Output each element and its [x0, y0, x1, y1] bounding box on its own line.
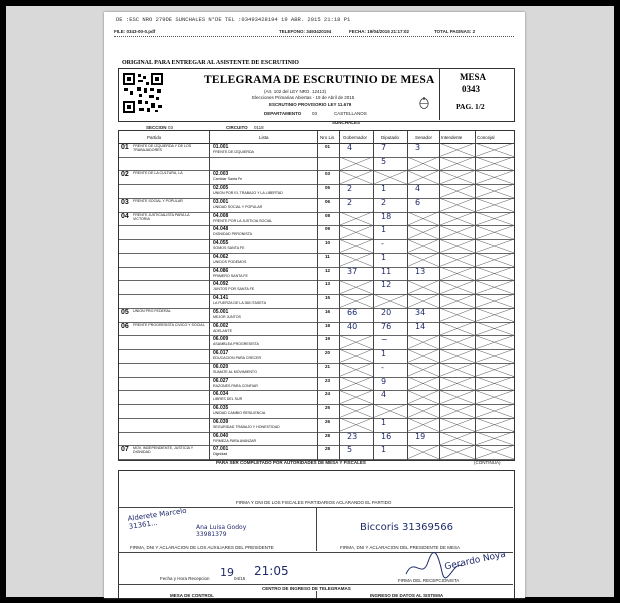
lista-name: SEGURIDAD TRABAJO Y HONESTIDAD: [213, 424, 280, 429]
centro-label: CENTRO DE INGRESO DE TELEGRAMAS: [262, 586, 351, 591]
lista-name: ADELANTE: [213, 328, 232, 333]
results-table: [118, 130, 515, 461]
firma-presidente-label: FIRMA, DNI Y ACLARACION DEL PRESIDENTE DE MESA: [340, 545, 460, 550]
lista-code: 06.009: [213, 336, 229, 343]
lista-name: Cambiar Santa Fe: [213, 177, 243, 182]
vote-dip: 1: [381, 184, 387, 194]
qr-code-icon: [122, 72, 164, 114]
vote-gob: 66: [347, 307, 358, 317]
lista-code: 04.141: [213, 295, 229, 302]
vote-sen: 4: [415, 184, 421, 194]
lista-name: Dignidad: [213, 452, 228, 457]
signature-left-2: Ana Luisa Godoy 33981379: [196, 524, 247, 538]
lista-nro: 24: [325, 391, 331, 397]
lista-code: 06.040: [213, 432, 229, 439]
lista-nro: 20: [325, 350, 331, 356]
lista-code: 04.086: [213, 267, 229, 274]
original-label: ORIGINAL PARA ENTREGAR AL ASISTENTE DE ESCRUTINIO: [122, 60, 299, 66]
partido-name: FRENTE DE LA CULTURA, LA: [133, 171, 183, 176]
lista-nro: 09: [325, 226, 331, 232]
coat-of-arms-icon: [418, 97, 430, 109]
partido-name: FRENTE JUSTICIALISTA PARA LA VICTORIA: [133, 212, 190, 221]
lista-nro: 28: [325, 446, 331, 452]
fax-telefono: TELEFONO: 3493420194: [279, 29, 332, 34]
lista-code: 04.048: [213, 226, 229, 233]
vote-sen: 3: [415, 143, 421, 152]
vote-dip: 1: [381, 225, 387, 235]
col-nro-lista: Nro Lis: [320, 135, 335, 140]
lista-nro: 06: [325, 198, 331, 204]
lista-code: 05.001: [213, 308, 229, 315]
signature-scribble: [404, 552, 464, 582]
vote-dip: 12: [381, 280, 392, 290]
vote-dip: 16: [381, 431, 392, 441]
lista-nro: 25: [325, 405, 331, 411]
vote-sen: 14: [415, 321, 426, 331]
lista-name: LA FUERZA DE LA 365 ITASETA: [213, 301, 266, 306]
lista-name: FRENTE DE IZQUIERDA: [213, 150, 254, 154]
mesa-control-label: MESA DE CONTROL: [170, 593, 214, 598]
partido-number: 02: [121, 171, 129, 179]
fax-file: FILE: 0343-00-0.pdf: [114, 29, 156, 34]
vote-gob: 2: [347, 197, 353, 207]
partido-name: MOV. INDEPENDIENTE, JUSTICIA Y DIGNIDAD: [133, 446, 194, 455]
col-diputado: Diputado: [381, 135, 400, 140]
partido-number: 07: [121, 446, 129, 454]
elecciones-label: Elecciones Primarias Abiertas - 19 de Abril de 2015: [252, 95, 355, 100]
lista-code: 02.003: [213, 171, 229, 178]
lista-code: 01.001: [213, 144, 229, 150]
lista-name: UNIDAD SOCIAL Y POPULAR: [213, 204, 263, 209]
vote-dip: -: [381, 362, 384, 372]
firma-auxiliares-label: FIRMA, DNI Y ACLARACION DE LOS AUXILIARES DEL PRESIDENTE: [130, 545, 274, 550]
lista-name: SOMOS SANTA FE: [213, 246, 245, 251]
circuito-label: CIRCUITO: [226, 125, 248, 130]
vote-dip: 1: [381, 252, 387, 262]
lista-nro: 23: [325, 377, 331, 383]
ingreso-datos-label: INGRESO DE DATOS AL SISTEMA: [370, 593, 444, 598]
lista-nro: 18: [325, 322, 331, 328]
lista-name: RAZONES PARA CONFIAR: [213, 383, 258, 388]
lista-code: 04.092: [213, 281, 229, 288]
lista-nro: 16: [325, 308, 331, 314]
hora-recepcion: 21:05: [254, 564, 289, 578]
fecha-dia: 19: [220, 566, 234, 579]
vote-dip: 1: [381, 445, 387, 455]
vote-dip: 1: [381, 417, 387, 427]
vote-dip: 76: [381, 321, 392, 331]
page-indicator: PAG. 1/2: [456, 102, 485, 111]
vote-dip: 5: [381, 156, 387, 166]
vote-gob: 40: [347, 321, 358, 331]
lista-nro: 21: [325, 363, 331, 369]
lista-nro: 26: [325, 418, 331, 424]
vote-sen: 13: [415, 266, 426, 276]
lista-name: FRENTE POR LA JUSTICIA SOCIAL: [213, 218, 273, 223]
firma-receptor-label: FIRMA DEL RECEPCIONISTA: [398, 578, 460, 583]
departamento-name: CASTELLANOS: [334, 111, 367, 116]
vote-gob: 4: [347, 143, 353, 152]
fecha-label: Fecha y Hora Recepcion: [160, 576, 210, 581]
circuito-value: 0118: [254, 125, 264, 130]
lista-code: 04.008: [213, 212, 229, 219]
localidad: SUNCHALES: [332, 120, 361, 125]
fax-fecha: FECHA: 19/04/2015 21:17:02: [349, 29, 410, 34]
escrutinio-label: ESCRUTINIO PROVISORIO LEY 11.679: [269, 102, 352, 107]
partido-number: 06: [121, 322, 129, 330]
lista-name: SUMATE AL MOVIMIENTO: [213, 369, 257, 374]
lista-code: 04.055: [213, 240, 229, 247]
col-gobernador: Gobernador: [343, 135, 368, 140]
crossed-cells: [119, 143, 514, 459]
partido-number: 01: [121, 144, 129, 151]
vote-sen: 34: [415, 307, 426, 317]
lista-code: 06.039: [213, 418, 229, 425]
vote-dip: 1: [381, 349, 387, 359]
partido-name: FRENTE PROGRESISTA CIVICO Y SOCIAL: [133, 322, 205, 327]
lista-name: JUNTOS POR SANTA FE: [213, 287, 255, 292]
lista-name: EDUCACION PARA CRECER: [213, 356, 262, 361]
firma-fiscales-label: FIRMA Y DNI DE LOS FISCALES PARTIDARIOS ACLARANDO EL PARTIDO: [236, 500, 392, 505]
vote-dip: 4: [381, 390, 387, 400]
vote-dip: 9: [381, 376, 387, 386]
lista-code: 07.001: [213, 446, 229, 453]
mesa-label: MESA: [460, 72, 487, 82]
telegram-page: [104, 12, 525, 598]
departamento-label: DEPARTAMENTO: [264, 111, 302, 116]
lista-nro: 28: [325, 432, 331, 438]
fax-total: TOTAL PAGINAS: 2: [434, 29, 476, 34]
vote-dip: 20: [381, 307, 392, 317]
lista-nro: 13: [325, 281, 331, 287]
completar-label: PARA SER COMPLETADO POR AUTORIDADES DE MESA Y FISCALES: [216, 460, 366, 465]
telegram-title: TELEGRAMA DE ESCRUTINIO DE MESA: [204, 74, 435, 86]
lista-code: 06.027: [213, 377, 229, 384]
vote-gob: 37: [347, 266, 358, 276]
lista-nro: 12: [325, 267, 331, 273]
lista-code: 06.017: [213, 350, 229, 357]
vote-gob: 2: [347, 184, 353, 194]
departamento-num: 03: [312, 111, 318, 116]
vote-dip: -: [381, 239, 384, 249]
col-concejal: Concejal: [477, 135, 495, 140]
signature-left: Alderete Marcelo 31361...: [127, 506, 187, 531]
lista-name: LIBRES DEL SUR: [213, 397, 243, 402]
lista-name: MEJOR JUNTOS: [213, 314, 241, 319]
mesa-number: 0343: [462, 84, 480, 94]
lista-code: 06.034: [213, 391, 229, 398]
lista-name: PRIMERO SANTA FE: [213, 273, 248, 278]
vote-dip: ~: [381, 335, 388, 345]
partido-name: FRENTE DE IZQUIERDA Y DE LOS TRABAJADORES: [133, 144, 192, 152]
fax-header-line: DE :ESC NRO 279DE SUNCHALES N°DE TEL :03493428194 19 ABR. 2015 21:18 P1: [116, 16, 351, 23]
lista-nro: 03: [325, 171, 331, 177]
lista-nro: 05: [325, 185, 331, 191]
col-senador: Senador: [415, 135, 433, 140]
lista-name: UNIDAD CAMBIO RESILIENCIA: [213, 411, 266, 416]
lista-code: 04.062: [213, 253, 229, 260]
lista-nro: 19: [325, 336, 331, 342]
lista-name: UNIDOS PODEMOS: [213, 259, 247, 264]
lista-name: ASAMBLEA PROGRESISTA: [213, 342, 259, 347]
col-intendente: Intendente: [441, 135, 463, 140]
partido-number: 04: [121, 212, 129, 220]
vote-dip: 11: [381, 266, 392, 276]
partido-number: 05: [121, 308, 129, 316]
seccion-value: 03: [168, 125, 174, 130]
fecha-mes: 04/15: [234, 576, 246, 581]
partido-name: FRENTE SOCIAL Y POPULAR: [133, 198, 183, 203]
vote-gob: 23: [347, 431, 358, 441]
vote-gob: 5: [347, 445, 353, 455]
lista-nro: 01: [325, 144, 331, 149]
lista-code: 06.035: [213, 405, 229, 412]
partido-number: 03: [121, 198, 129, 206]
lista-code: 06.002: [213, 322, 229, 329]
ley-label: (Art. 102 del LEY NRO. 12413): [264, 89, 326, 94]
lista-code: 06.020: [213, 363, 229, 370]
viewer-frame: [6, 6, 614, 597]
col-lista: Lista: [259, 135, 269, 140]
lista-name: UNION POR EL TRABAJO Y LA LIBERTAD: [213, 191, 283, 196]
vote-dip: 7: [381, 143, 387, 152]
lista-name: DIGNIDAD PERONISTA: [213, 232, 253, 237]
lista-nro: 11: [325, 253, 330, 259]
lista-code: 02.005: [213, 185, 229, 192]
col-partido: Partido: [147, 135, 162, 140]
signature-middle: Biccoris 31369566: [360, 522, 453, 533]
continua-label: (CONTINUA): [474, 460, 501, 465]
signature-right: Gerardo Noya: [443, 549, 507, 573]
lista-code: 03.001: [213, 198, 229, 205]
lista-nro: 08: [325, 212, 331, 218]
partido-name: UNION PRO FEDERAL: [133, 308, 171, 313]
vote-sen: 6: [415, 197, 421, 207]
vote-sen: 19: [415, 431, 426, 441]
vote-dip: 2: [381, 197, 387, 207]
seccion-label: SECCION: [146, 125, 167, 130]
lista-nro: 15: [325, 295, 331, 301]
lista-nro: 10: [325, 240, 331, 246]
vote-dip: 18: [381, 211, 392, 221]
lista-name: FIRMEZA PARA AVANZAR: [213, 438, 257, 443]
